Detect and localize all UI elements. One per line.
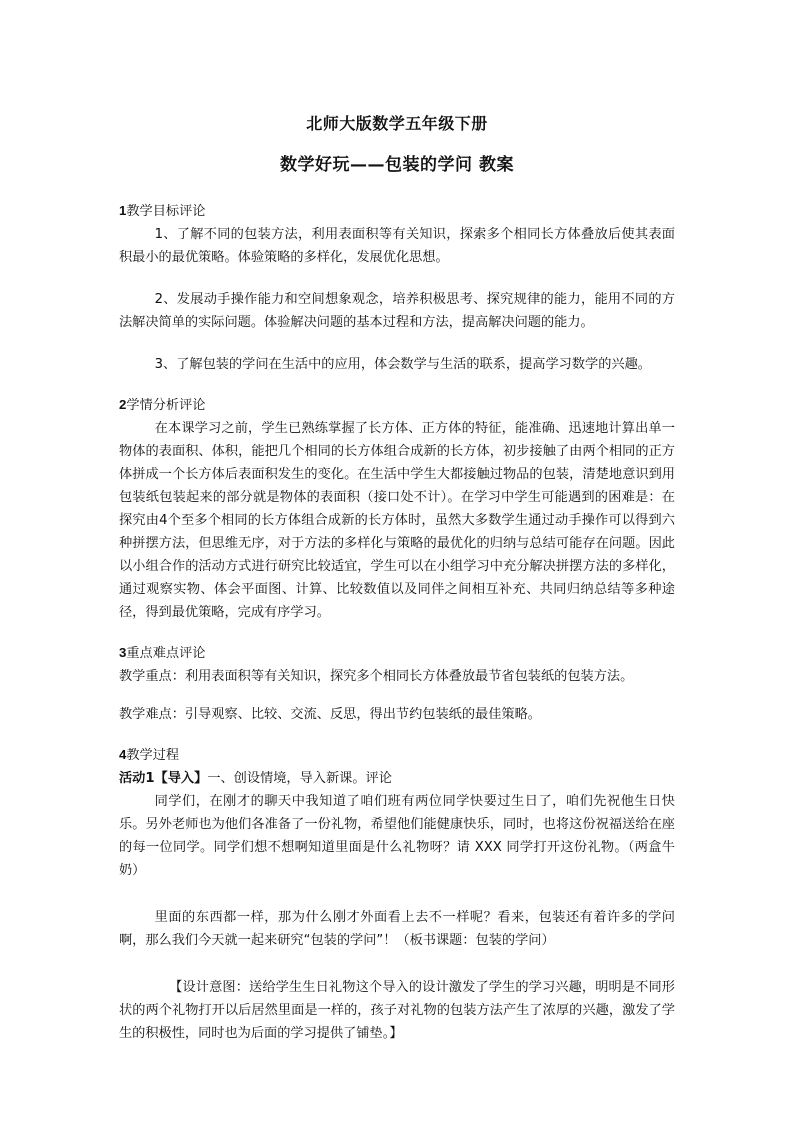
section-heading-analysis	[119, 393, 675, 417]
section-heading-goals	[119, 199, 675, 223]
section-heading-text: 学情分析评论	[126, 398, 206, 413]
activity-prefix: 活动1【导入】	[119, 771, 208, 786]
section-heading-text: 教学目标评论	[126, 204, 206, 219]
section-number: 4	[119, 747, 127, 762]
goal-item: 2、发展动手操作能力和空间想象观念，培养积极思考、探究规律的能力，能用不同的方法解决简单的实际问题。体验解决问题的基本过程和方法，提高解决问题的能力。	[119, 292, 675, 330]
section-number: 1	[119, 203, 127, 218]
teaching-focus: 教学重点：利用表面积等有关知识，探究多个相同长方体叠放最节省包装纸的包装方法。	[119, 669, 634, 684]
section-heading-keypoints	[119, 641, 675, 665]
activity-heading	[119, 767, 675, 790]
section-number: 3	[119, 645, 127, 660]
section-heading-text: 教学过程	[126, 748, 180, 763]
document-body	[119, 199, 675, 1045]
section-heading-process	[119, 743, 675, 767]
teaching-difficulty: 教学难点：引导观察、比较、交流、反思，得出节约包装纸的最佳策略。	[119, 707, 541, 722]
design-intent-note: 【设计意图：送给学生生日礼物这个导入的设计激发了学生的学习兴趣，明明是不同形状的两个礼物打开以后居然里面是一样的，孩子对礼物的包装方法产生了浓厚的兴趣，激发了学生的积极性，同时也为后面的学习提供了铺垫。】	[119, 980, 675, 1041]
goal-item: 3、了解包装的学问在生活中的应用，体会数学与生活的联系，提高学习数学的兴趣。	[154, 357, 651, 372]
activity-title: 一、创设情境，导入新课。评论	[207, 771, 392, 786]
lesson-paragraph: 里面的东西都一样，那为什么刚才外面看上去不一样呢？看来，包装还有着许多的学问啊，那么我们今天就一起来研究“包装的学问”！（板书课题：包装的学问）	[119, 910, 675, 948]
document-subtitle: 数学好玩——包装的学问 教案	[280, 155, 514, 175]
document-title: 北师大版数学五年级下册	[306, 114, 488, 133]
lesson-paragraph: 同学们，在刚才的聊天中我知道了咱们班有两位同学快要过生日了，咱们先祝他生日快乐。另外老师也为他们各准备了一份礼物，希望他们能健康快乐，同时，也将这份祝福送给在座的每一位同学。同学们想不想啊知道里面是什么礼物呀？请 XXX 同学打开这份礼物。（两盒牛奶）	[119, 794, 675, 878]
analysis-paragraph: 在本课学习之前，学生已熟练掌握了长方体、正方体的特征，能准确、迅速地计算出单一物体的表面积、体积，能把几个相同的长方体组合成新的长方体，初步接触了由两个相同的正方体拼成一个长方体后表面积发生的变化。在生活中学生大都接触过物品的包装，清楚地意识到用包装纸包装起来的部分就是物体的表面积（接口处不计）。在学习中学生可能遇到的困难是：在探究由4个至多个相同的长方体组合成新的长方体时，虽然大多数学生通过动手操作可以得到六种拼摆方法，但思维无序，对于方法的多样化与策略的最优化的归纳与总结可能存在问题。因此以小组合作的活动方式进行研究比较适宜，学生可以在小组学习中充分解决拼摆方法的多样化，通过观察实物、体会平面图、计算、比较数值以及同伴之间相互补充、共同归纳总结等多种途径，得到最优策略，完成有序学习。	[119, 421, 675, 620]
section-heading-text: 重点难点评论	[126, 646, 206, 661]
goal-item: 1、了解不同的包装方法，利用表面积等有关知识，探索多个相同长方体叠放后使其表面积最小的最优策略。体验策略的多样化，发展优化思想。	[119, 227, 675, 265]
section-number: 2	[119, 397, 127, 412]
